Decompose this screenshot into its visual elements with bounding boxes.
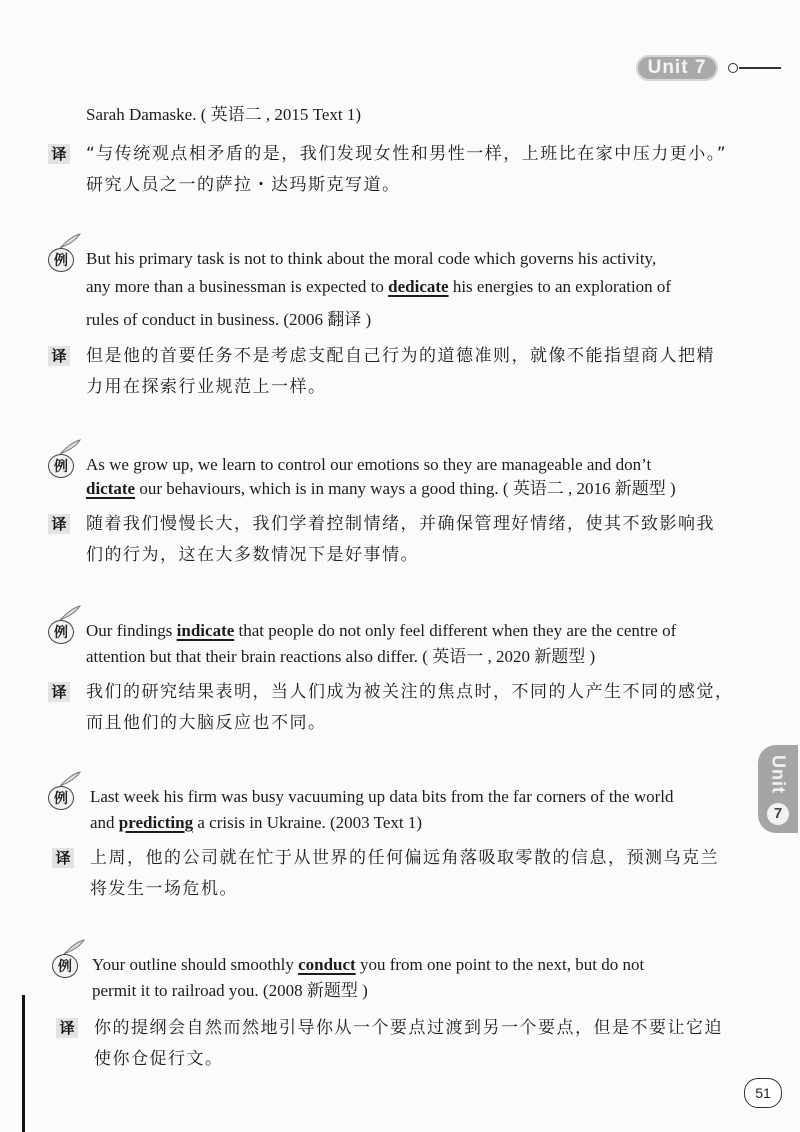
example-5-zh-line-2: 使你仓促行文。: [94, 1049, 224, 1069]
page-number: 51: [744, 1078, 782, 1108]
example-2-zh-line-1: 随着我们慢慢长大，我们学着控制情绪，并确保管理好情绪，使其不致影响我: [86, 514, 715, 534]
example-2-en-line-2: dictate our behaviours, which is in many ways a good thing. ( 英语二 , 2016 新题型 ): [86, 479, 676, 498]
translation-icon: 译: [48, 346, 70, 366]
intro-translation-line-2: 研究人员之一的萨拉・达玛斯克写道。: [86, 175, 401, 195]
example-badge: 例: [48, 454, 74, 478]
example-4-en-line-1: Last week his firm was busy vacuuming up data bits from the far corners of the world: [90, 787, 674, 806]
keyword-dictate: dictate: [86, 479, 136, 498]
example-5-zh-line-1: 你的提纲会自然而然地引导你从一个要点过渡到另一个要点，但是不要让它迫: [94, 1018, 723, 1038]
example-5-en-line-1: Your outline should smoothly conduct you from one point to the next, but do not: [92, 955, 645, 974]
example-icon: [52, 952, 80, 978]
example-2-zh-line-2: 们的行为，这在大多数情况下是好事情。: [86, 545, 419, 565]
unit-header-badge: Unit 7: [636, 55, 718, 81]
example-2-en-line-1: As we grow up, we learn to control our emotions so they are manageable and don’t: [86, 455, 652, 474]
intro-source-line: Sarah Damaske. ( 英语二 , 2015 Text 1): [86, 105, 361, 124]
example-1-zh-line-1: 但是他的首要任务不是考虑支配自己行为的道德准则，就像不能指望商人把精: [86, 346, 715, 366]
example-3-en-line-2: attention but that their brain reactions also differ. ( 英语一 , 2020 新题型 ): [86, 647, 596, 666]
binding-edge-mark: [22, 995, 25, 1132]
example-1-en-line-1: But his primary task is not to think about the moral code which governs his activity,: [86, 249, 657, 268]
example-icon: [48, 784, 76, 810]
example-4-zh-line-2: 将发生一场危机。: [90, 879, 238, 899]
keyword-predicting: predicting: [118, 813, 194, 832]
intro-translation-line-1: “与传统观点相矛盾的是，我们发现女性和男性一样，上班比在家中压力更小。”: [86, 144, 728, 164]
example-1-en-line-3: rules of conduct in business. (2006 翻译 ): [86, 310, 372, 329]
side-tab-number: 7: [767, 803, 789, 825]
example-3-zh-line-2: 而且他们的大脑反应也不同。: [86, 713, 327, 733]
side-tab-label: Unit: [768, 754, 789, 794]
example-icon: [48, 246, 76, 272]
example-5-en-line-2: permit it to railroad you. (2008 新题型 ): [92, 981, 368, 1000]
example-badge: 例: [48, 248, 74, 272]
keyword-indicate: indicate: [176, 621, 235, 640]
example-4-en-line-2: and predicting a crisis in Ukraine. (2003 Text 1): [90, 813, 422, 832]
keyword-conduct: conduct: [298, 955, 356, 974]
translation-icon: 译: [48, 514, 70, 534]
example-icon: [48, 452, 76, 478]
example-icon: [48, 618, 76, 644]
example-3-en-line-1: Our findings indicate that people do not only feel different when they are the centre of: [86, 621, 677, 640]
example-badge: 例: [52, 954, 78, 978]
translation-icon: 译: [48, 144, 70, 164]
unit-side-tab: [758, 745, 798, 833]
translation-icon: 译: [56, 1018, 78, 1038]
keyword-dedicate: dedicate: [388, 277, 449, 296]
header-circle-ornament: [728, 63, 738, 73]
example-badge: 例: [48, 620, 74, 644]
example-4-zh-line-1: 上周，他的公司就在忙于从世界的任何偏远角落吸取零散的信息，预测乌克兰: [90, 848, 719, 868]
header-rule: [739, 67, 781, 69]
example-badge: 例: [48, 786, 74, 810]
translation-icon: 译: [48, 682, 70, 702]
example-1-zh-line-2: 力用在探索行业规范上一样。: [86, 377, 327, 397]
example-1-en-line-2: any more than a businessman is expected to dedicate his energies to an exploration of: [86, 277, 672, 296]
example-3-zh-line-1: 我们的研究结果表明，当人们成为被关注的焦点时，不同的人产生不同的感觉，: [86, 682, 734, 702]
translation-icon: 译: [52, 848, 74, 868]
